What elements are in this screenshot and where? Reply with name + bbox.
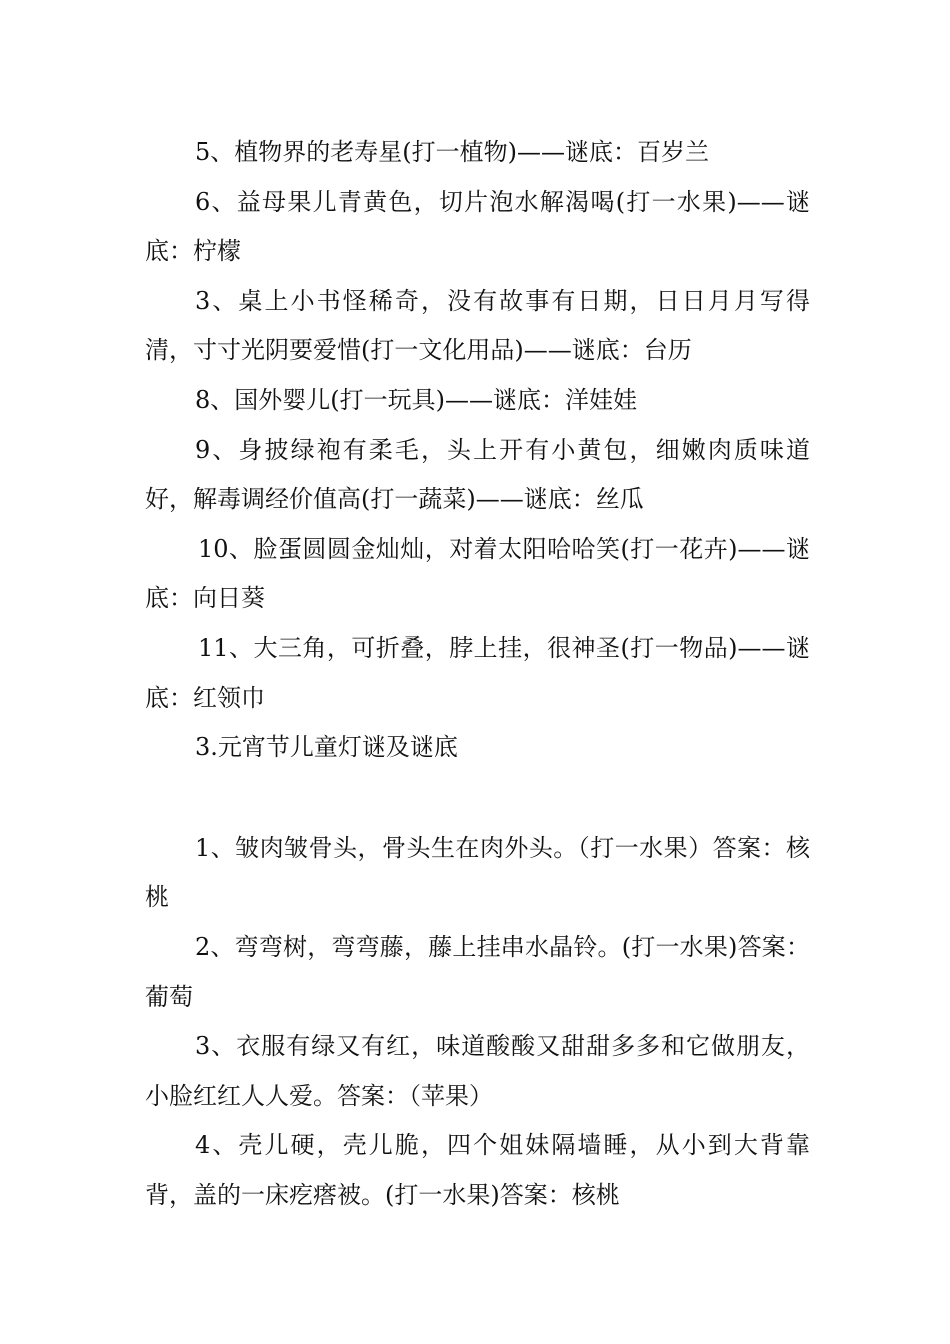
riddle-paragraph: 5、植物界的老寿星(打一植物)——谜底：百岁兰: [195, 138, 709, 166]
riddle-paragraph: 6、益母果儿青黄色，切片泡水解渴喝(打一水果)——谜底：柠檬: [145, 187, 810, 266]
section-heading: 3.元宵节儿童灯谜及谜底: [195, 733, 458, 762]
riddle-paragraph: 11、大三角，可折叠，脖上挂，很神圣(打一物品)——谜底：红领巾: [145, 633, 810, 712]
document-body: [145, 128, 810, 1220]
riddle-paragraph: 10、脸蛋圆圆金灿灿，对着太阳哈哈笑(打一花卉)——谜底：向日葵: [145, 534, 810, 613]
riddle-paragraph: 9、身披绿袍有柔毛，头上开有小黄包，细嫩肉质味道好，解毒调经价值高(打一蔬菜)——谜底：丝瓜: [145, 435, 810, 514]
riddle-paragraph: 3、桌上小书怪稀奇，没有故事有日期，日日月月写得清，寸寸光阴要爱惜(打一文化用品)——谜底：台历: [145, 286, 810, 365]
riddle-paragraph: 2、弯弯树，弯弯藤，藤上挂串水晶铃。(打一水果)答案：葡萄: [145, 932, 810, 1011]
riddle-paragraph: 4、壳儿硬，壳儿脆，四个姐妹隔墙睡，从小到大背靠背，盖的一床疙瘩被。(打一水果)答案：核桃: [145, 1131, 810, 1209]
riddle-paragraph: 3、衣服有绿又有红，味道酸酸又甜甜多多和它做朋友，小脸红红人人爱。答案：（苹果）: [145, 1032, 810, 1110]
riddle-paragraph: 8、国外婴儿(打一玩具)——谜底：洋娃娃: [195, 385, 637, 414]
riddle-paragraph: 1、皱肉皱骨头，骨头生在肉外头。（打一水果）答案：核桃: [145, 833, 810, 912]
section-spacer: [145, 773, 810, 824]
